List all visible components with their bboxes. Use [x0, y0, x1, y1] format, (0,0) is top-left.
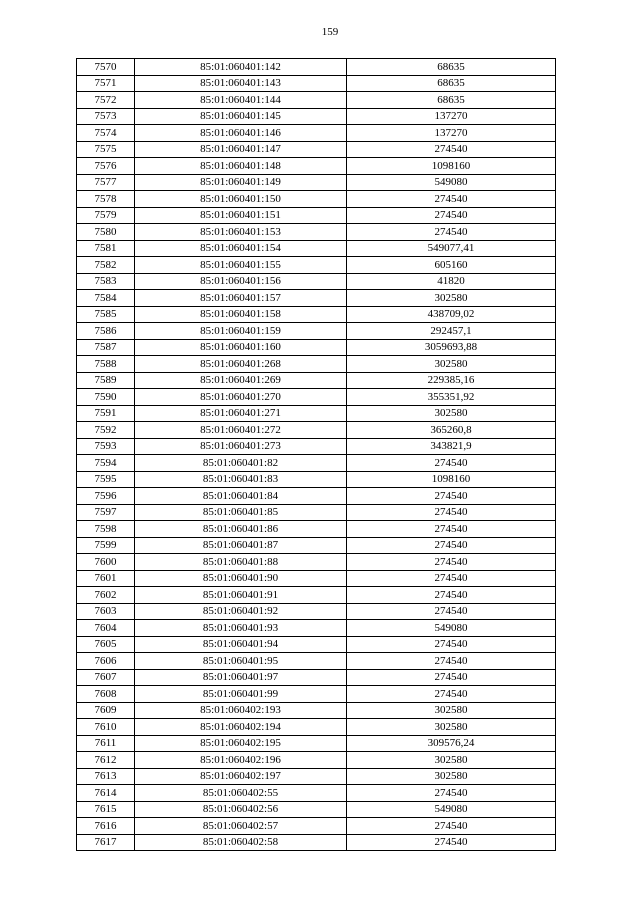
value-cell: 549080	[347, 801, 556, 818]
value-cell: 302580	[347, 752, 556, 769]
row-number-cell: 7584	[77, 290, 135, 307]
cadastral-number-cell: 85:01:060402:195	[135, 735, 347, 752]
table-row	[77, 834, 556, 851]
table-row	[77, 92, 556, 109]
value-cell: 274540	[347, 587, 556, 604]
value-cell: 274540	[347, 653, 556, 670]
row-number-cell: 7591	[77, 405, 135, 422]
row-number-cell: 7603	[77, 603, 135, 620]
table-row	[77, 389, 556, 406]
row-number-cell: 7611	[77, 735, 135, 752]
row-number-cell: 7607	[77, 669, 135, 686]
cadastral-number-cell: 85:01:060401:158	[135, 306, 347, 323]
table-row	[77, 719, 556, 736]
row-number-cell: 7617	[77, 834, 135, 851]
row-number-cell: 7585	[77, 306, 135, 323]
table-row	[77, 537, 556, 554]
row-number-cell: 7570	[77, 59, 135, 76]
registry-table-body	[77, 59, 556, 851]
row-number-cell: 7575	[77, 141, 135, 158]
row-number-cell: 7605	[77, 636, 135, 653]
cadastral-number-cell: 85:01:060401:273	[135, 438, 347, 455]
cadastral-number-cell: 85:01:060401:147	[135, 141, 347, 158]
table-row	[77, 818, 556, 835]
value-cell: 68635	[347, 92, 556, 109]
cadastral-number-cell: 85:01:060401:149	[135, 174, 347, 191]
cadastral-number-cell: 85:01:060401:157	[135, 290, 347, 307]
value-cell: 68635	[347, 75, 556, 92]
table-row	[77, 240, 556, 257]
value-cell: 1098160	[347, 471, 556, 488]
table-row	[77, 372, 556, 389]
value-cell: 137270	[347, 108, 556, 125]
table-row	[77, 587, 556, 604]
value-cell: 274540	[347, 570, 556, 587]
value-cell: 274540	[347, 554, 556, 571]
table-row	[77, 686, 556, 703]
row-number-cell: 7587	[77, 339, 135, 356]
cadastral-number-cell: 85:01:060401:148	[135, 158, 347, 175]
table-row	[77, 768, 556, 785]
row-number-cell: 7588	[77, 356, 135, 373]
row-number-cell: 7593	[77, 438, 135, 455]
value-cell: 549077,41	[347, 240, 556, 257]
value-cell: 274540	[347, 455, 556, 472]
table-row	[77, 702, 556, 719]
cadastral-number-cell: 85:01:060402:193	[135, 702, 347, 719]
row-number-cell: 7609	[77, 702, 135, 719]
table-row	[77, 636, 556, 653]
table-row	[77, 290, 556, 307]
table-row	[77, 141, 556, 158]
value-cell: 274540	[347, 669, 556, 686]
value-cell: 274540	[347, 488, 556, 505]
row-number-cell: 7590	[77, 389, 135, 406]
row-number-cell: 7612	[77, 752, 135, 769]
cadastral-number-cell: 85:01:060401:144	[135, 92, 347, 109]
row-number-cell: 7616	[77, 818, 135, 835]
value-cell: 274540	[347, 537, 556, 554]
row-number-cell: 7601	[77, 570, 135, 587]
cadastral-number-cell: 85:01:060401:269	[135, 372, 347, 389]
row-number-cell: 7597	[77, 504, 135, 521]
cadastral-number-cell: 85:01:060401:142	[135, 59, 347, 76]
cadastral-number-cell: 85:01:060401:83	[135, 471, 347, 488]
table-row	[77, 735, 556, 752]
cadastral-number-cell: 85:01:060401:91	[135, 587, 347, 604]
cadastral-number-cell: 85:01:060401:143	[135, 75, 347, 92]
cadastral-number-cell: 85:01:060401:99	[135, 686, 347, 703]
table-row	[77, 554, 556, 571]
cadastral-number-cell: 85:01:060401:97	[135, 669, 347, 686]
page-number: 159	[321, 26, 339, 38]
value-cell: 229385,16	[347, 372, 556, 389]
row-number-cell: 7583	[77, 273, 135, 290]
row-number-cell: 7598	[77, 521, 135, 538]
value-cell: 292457,1	[347, 323, 556, 340]
row-number-cell: 7602	[77, 587, 135, 604]
value-cell: 41820	[347, 273, 556, 290]
table-row	[77, 504, 556, 521]
cadastral-number-cell: 85:01:060401:88	[135, 554, 347, 571]
value-cell: 137270	[347, 125, 556, 142]
cadastral-number-cell: 85:01:060401:155	[135, 257, 347, 274]
value-cell: 68635	[347, 59, 556, 76]
cadastral-number-cell: 85:01:060401:159	[135, 323, 347, 340]
value-cell: 302580	[347, 356, 556, 373]
cadastral-number-cell: 85:01:060402:56	[135, 801, 347, 818]
row-number-cell: 7581	[77, 240, 135, 257]
table-row	[77, 59, 556, 76]
table-row	[77, 125, 556, 142]
row-number-cell: 7614	[77, 785, 135, 802]
value-cell: 309576,24	[347, 735, 556, 752]
row-number-cell: 7594	[77, 455, 135, 472]
row-number-cell: 7580	[77, 224, 135, 241]
table-row	[77, 801, 556, 818]
value-cell: 274540	[347, 521, 556, 538]
table-row	[77, 108, 556, 125]
cadastral-number-cell: 85:01:060401:82	[135, 455, 347, 472]
cadastral-number-cell: 85:01:060401:87	[135, 537, 347, 554]
cadastral-number-cell: 85:01:060401:150	[135, 191, 347, 208]
table-row	[77, 669, 556, 686]
table-row	[77, 224, 556, 241]
value-cell: 3059693,88	[347, 339, 556, 356]
cadastral-number-cell: 85:01:060401:272	[135, 422, 347, 439]
table-row	[77, 323, 556, 340]
value-cell: 365260,8	[347, 422, 556, 439]
row-number-cell: 7589	[77, 372, 135, 389]
value-cell: 274540	[347, 207, 556, 224]
row-number-cell: 7572	[77, 92, 135, 109]
table-row	[77, 521, 556, 538]
cadastral-number-cell: 85:01:060402:197	[135, 768, 347, 785]
cadastral-number-cell: 85:01:060401:153	[135, 224, 347, 241]
table-row	[77, 653, 556, 670]
value-cell: 274540	[347, 603, 556, 620]
row-number-cell: 7579	[77, 207, 135, 224]
value-cell: 302580	[347, 719, 556, 736]
table-row	[77, 471, 556, 488]
row-number-cell: 7610	[77, 719, 135, 736]
cadastral-number-cell: 85:01:060401:90	[135, 570, 347, 587]
value-cell: 302580	[347, 768, 556, 785]
table-row	[77, 306, 556, 323]
value-cell: 274540	[347, 785, 556, 802]
row-number-cell: 7608	[77, 686, 135, 703]
row-number-cell: 7596	[77, 488, 135, 505]
cadastral-number-cell: 85:01:060401:95	[135, 653, 347, 670]
table-row	[77, 339, 556, 356]
cadastral-number-cell: 85:01:060401:151	[135, 207, 347, 224]
value-cell: 274540	[347, 636, 556, 653]
value-cell: 302580	[347, 405, 556, 422]
value-cell: 549080	[347, 174, 556, 191]
value-cell: 302580	[347, 290, 556, 307]
cadastral-number-cell: 85:01:060401:93	[135, 620, 347, 637]
cadastral-number-cell: 85:01:060401:156	[135, 273, 347, 290]
cadastral-number-cell: 85:01:060401:145	[135, 108, 347, 125]
table-row	[77, 356, 556, 373]
table-row	[77, 191, 556, 208]
table-row	[77, 405, 556, 422]
cadastral-number-cell: 85:01:060401:92	[135, 603, 347, 620]
value-cell: 274540	[347, 191, 556, 208]
cadastral-number-cell: 85:01:060401:94	[135, 636, 347, 653]
table-row	[77, 455, 556, 472]
cadastral-number-cell: 85:01:060401:268	[135, 356, 347, 373]
row-number-cell: 7573	[77, 108, 135, 125]
cadastral-number-cell: 85:01:060401:160	[135, 339, 347, 356]
row-number-cell: 7586	[77, 323, 135, 340]
value-cell: 274540	[347, 504, 556, 521]
cadastral-number-cell: 85:01:060402:196	[135, 752, 347, 769]
table-row	[77, 75, 556, 92]
table-row	[77, 785, 556, 802]
value-cell: 438709,02	[347, 306, 556, 323]
table-row	[77, 422, 556, 439]
cadastral-number-cell: 85:01:060401:154	[135, 240, 347, 257]
table-row	[77, 207, 556, 224]
table-row	[77, 257, 556, 274]
row-number-cell: 7576	[77, 158, 135, 175]
cadastral-number-cell: 85:01:060401:270	[135, 389, 347, 406]
value-cell: 274540	[347, 818, 556, 835]
table-row	[77, 488, 556, 505]
value-cell: 343821,9	[347, 438, 556, 455]
cadastral-number-cell: 85:01:060402:194	[135, 719, 347, 736]
cadastral-number-cell: 85:01:060402:57	[135, 818, 347, 835]
value-cell: 1098160	[347, 158, 556, 175]
table-row	[77, 273, 556, 290]
table-row	[77, 158, 556, 175]
table-row	[77, 603, 556, 620]
table-row	[77, 438, 556, 455]
value-cell: 549080	[347, 620, 556, 637]
value-cell: 274540	[347, 141, 556, 158]
cadastral-number-cell: 85:01:060402:58	[135, 834, 347, 851]
row-number-cell: 7613	[77, 768, 135, 785]
row-number-cell: 7599	[77, 537, 135, 554]
value-cell: 355351,92	[347, 389, 556, 406]
table-row	[77, 174, 556, 191]
cadastral-number-cell: 85:01:060401:146	[135, 125, 347, 142]
registry-table	[76, 58, 556, 851]
value-cell: 274540	[347, 224, 556, 241]
table-row	[77, 620, 556, 637]
row-number-cell: 7604	[77, 620, 135, 637]
cadastral-number-cell: 85:01:060401:271	[135, 405, 347, 422]
row-number-cell: 7592	[77, 422, 135, 439]
cadastral-number-cell: 85:01:060401:86	[135, 521, 347, 538]
row-number-cell: 7606	[77, 653, 135, 670]
value-cell: 605160	[347, 257, 556, 274]
cadastral-number-cell: 85:01:060402:55	[135, 785, 347, 802]
value-cell: 302580	[347, 702, 556, 719]
value-cell: 274540	[347, 686, 556, 703]
row-number-cell: 7578	[77, 191, 135, 208]
value-cell: 274540	[347, 834, 556, 851]
row-number-cell: 7615	[77, 801, 135, 818]
table-row	[77, 570, 556, 587]
cadastral-number-cell: 85:01:060401:85	[135, 504, 347, 521]
row-number-cell: 7571	[77, 75, 135, 92]
row-number-cell: 7600	[77, 554, 135, 571]
table-row	[77, 752, 556, 769]
row-number-cell: 7574	[77, 125, 135, 142]
cadastral-number-cell: 85:01:060401:84	[135, 488, 347, 505]
row-number-cell: 7595	[77, 471, 135, 488]
row-number-cell: 7577	[77, 174, 135, 191]
row-number-cell: 7582	[77, 257, 135, 274]
